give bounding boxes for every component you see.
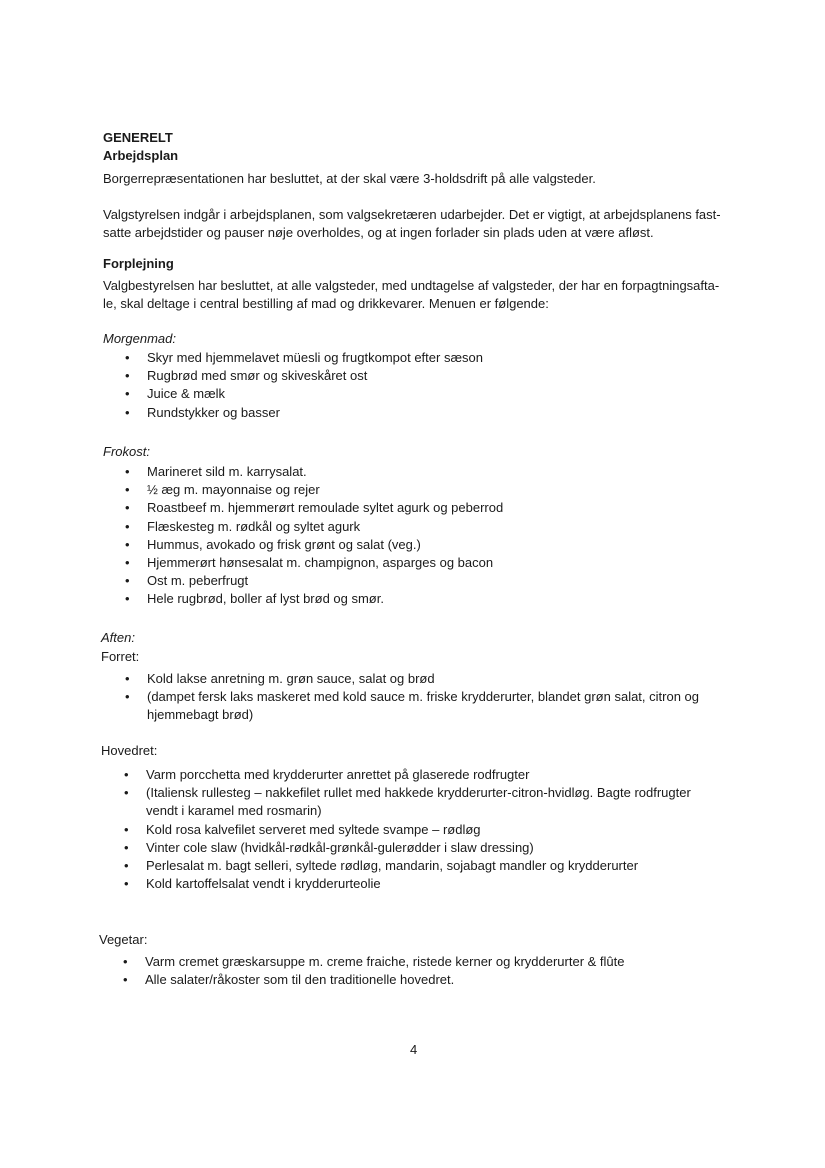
aften-label: Aften:: [101, 630, 135, 645]
list-item: • Vinter cole slaw (hvidkål-rødkål-grønkål-gulerødder i slaw dressing): [124, 839, 724, 857]
arbejdsplan-paragraph-2-line-1: Valgstyrelsen indgår i arbejdsplanen, som valgsekretæren udarbejder. Det er vigtigt, at arbejdsplanens fast-: [103, 207, 721, 222]
list-item: • Hjemmerørt hønsesalat m. champignon, asparges og bacon: [125, 554, 725, 572]
hovedret-list: [124, 766, 724, 893]
morgenmad-label: Morgenmad:: [103, 331, 176, 346]
forret-label: Forret:: [101, 649, 140, 664]
forplejning-paragraph-line-2: le, skal deltage i central bestilling af mad og drikkevarer. Menuen er følgende:: [103, 296, 549, 311]
subheading-arbejdsplan: Arbejdsplan: [103, 148, 179, 163]
list-item: • Rugbrød med smør og skiveskåret ost: [125, 367, 725, 385]
list-item: • ½ æg m. mayonnaise og rejer: [125, 481, 725, 499]
section-heading-generelt: GENERELT: [103, 130, 173, 145]
list-item: • (Italiensk rullesteg – nakkefilet rullet med hakkede krydderurter-citron-hvidløg. Bagte rodfrugter vendt i karamel med rosmarin): [124, 784, 724, 820]
list-item: • Kold lakse anretning m. grøn sauce, salat og brød: [125, 670, 725, 688]
forplejning-paragraph-line-1: Valgbestyrelsen har besluttet, at alle valgsteder, med undtagelse af valgsteder, der har en forpagtningsafta-: [103, 278, 720, 293]
list-item: • Marineret sild m. karrysalat.: [125, 463, 725, 481]
morgenmad-list: [125, 349, 725, 422]
subheading-forplejning: Forplejning: [103, 256, 174, 271]
list-item: • Alle salater/råkoster som til den traditionelle hovedret.: [123, 971, 733, 989]
list-item: • Juice & mælk: [125, 385, 725, 403]
list-item: • Perlesalat m. bagt selleri, syltede rødløg, mandarin, sojabagt mandler og krydderurter: [124, 857, 724, 875]
list-item: • Hummus, avokado og frisk grønt og salat (veg.): [125, 536, 725, 554]
frokost-label: Frokost:: [103, 444, 150, 459]
forret-list: [125, 670, 725, 725]
list-item: • Skyr med hjemmelavet müesli og frugtkompot efter sæson: [125, 349, 725, 367]
list-item: • Flæskesteg m. rødkål og syltet agurk: [125, 518, 725, 536]
list-item: • Varm cremet græskarsuppe m. creme fraiche, ristede kerner og krydderurter & flûte: [123, 953, 733, 971]
page-number: 4: [410, 1042, 418, 1057]
list-item: • Kold rosa kalvefilet serveret med syltede svampe – rødløg: [124, 821, 724, 839]
arbejdsplan-paragraph-2-line-2: satte arbejdstider og pauser nøje overholdes, og at ingen forlader sin plads uden at være afløst.: [103, 225, 654, 240]
frokost-list: [125, 463, 725, 609]
list-item: • Varm porcchetta med krydderurter anrettet på glaserede rodfrugter: [124, 766, 724, 784]
list-item: • Kold kartoffelsalat vendt i krydderurteolie: [124, 875, 724, 893]
list-item: • Ost m. peberfrugt: [125, 572, 725, 590]
list-item: • (dampet fersk laks maskeret med kold sauce m. friske krydderurter, blandet grøn salat, citron og hjemmebagt brød): [125, 688, 725, 724]
hovedret-label: Hovedret:: [101, 743, 158, 758]
vegetar-label: Vegetar:: [99, 932, 148, 947]
list-item: • Roastbeef m. hjemmerørt remoulade syltet agurk og peberrod: [125, 499, 725, 517]
arbejdsplan-paragraph-1: Borgerrepræsentationen har besluttet, at der skal være 3-holdsdrift på alle valgsteder.: [103, 171, 596, 186]
vegetar-list: [123, 953, 733, 989]
list-item: • Rundstykker og basser: [125, 404, 725, 422]
list-item: • Hele rugbrød, boller af lyst brød og smør.: [125, 590, 725, 608]
